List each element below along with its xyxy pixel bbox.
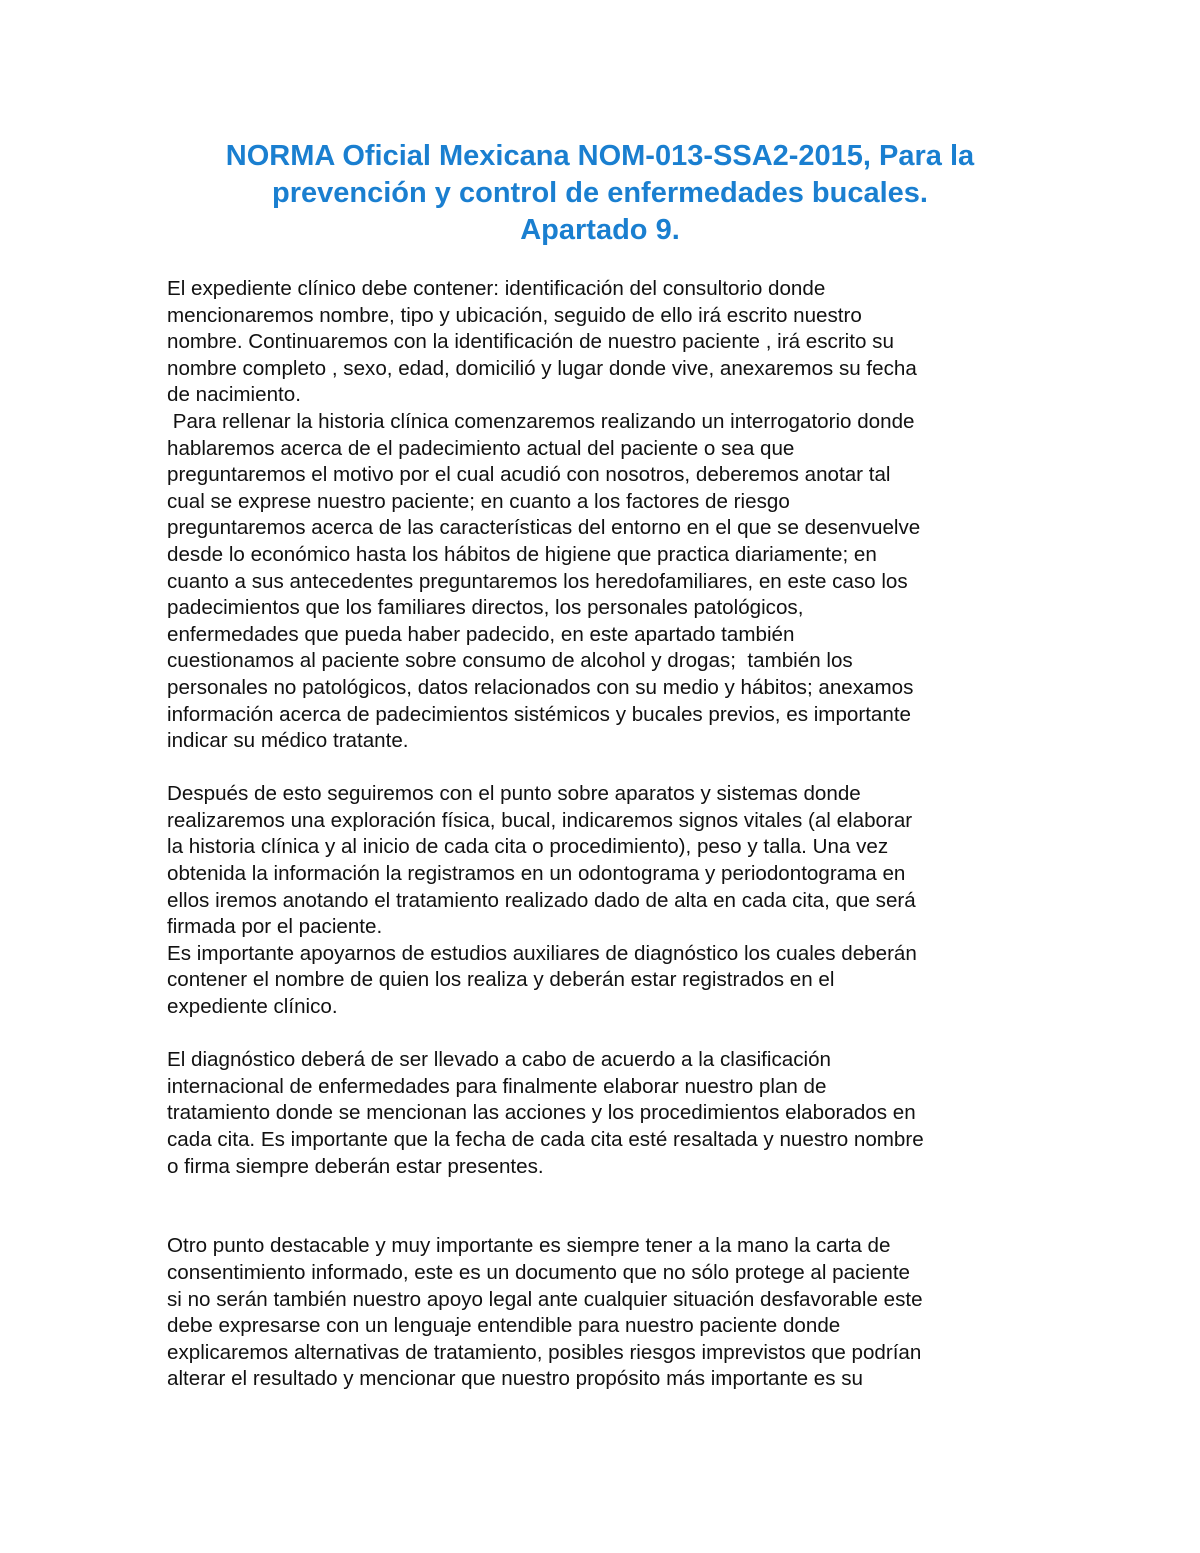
text-line: personales no patológicos, datos relacionados con su medio y hábitos; anexamos	[167, 675, 914, 699]
text-line: debe expresarse con un lenguaje entendible para nuestro paciente donde	[167, 1314, 841, 1338]
text-line: enfermedades que pueda haber padecido, en este apartado también	[167, 622, 795, 646]
blank-line	[167, 1180, 1037, 1233]
text-line: Otro punto destacable y muy importante es siempre tener a la mano la carta de	[167, 1234, 891, 1258]
text-line: Después de esto seguiremos con el punto sobre aparatos y sistemas donde	[167, 782, 861, 806]
text-line: nombre completo , sexo, edad, domicilió y lugar donde vive, anexaremos su fecha	[167, 356, 917, 380]
document-title	[150, 138, 1050, 249]
text-line: desde lo económico hasta los hábitos de higiene que practica diariamente; en	[167, 542, 877, 566]
paragraph-3	[167, 781, 1037, 941]
text-line: internacional de enfermedades para finalmente elaborar nuestro plan de	[167, 1074, 827, 1098]
text-line: si no serán también nuestro apoyo legal ante cualquier situación desfavorable este	[167, 1287, 923, 1311]
text-line: la historia clínica y al inicio de cada cita o procedimiento), peso y talla. Una vez	[167, 835, 889, 859]
text-line: realizaremos una exploración física, bucal, indicaremos signos vitales (al elaborar	[167, 808, 913, 832]
text-line: preguntaremos acerca de las características del entorno en el que se desenvuelve	[167, 516, 921, 540]
text-line: de nacimiento.	[167, 383, 301, 407]
paragraph-2	[167, 409, 1037, 755]
text-line: tratamiento donde se mencionan las acciones y los procedimientos elaborados en	[167, 1101, 916, 1125]
title-line: prevención y control de enfermedades bucales.	[272, 177, 928, 209]
text-line: expediente clínico.	[167, 995, 338, 1019]
title-line: NORMA Oficial Mexicana NOM-013-SSA2-2015, Para la	[225, 140, 975, 172]
text-line: Es importante apoyarnos de estudios auxiliares de diagnóstico los cuales deberán	[167, 941, 917, 965]
text-line: cuanto a sus antecedentes preguntaremos los heredofamiliares, en este caso los	[167, 569, 908, 593]
blank-line	[167, 755, 1037, 782]
text-line: preguntaremos el motivo por el cual acudió con nosotros, deberemos anotar tal	[167, 463, 891, 487]
blank-line	[167, 1021, 1037, 1048]
paragraph-6	[167, 1233, 1037, 1393]
text-line: El expediente clínico debe contener: identificación del consultorio donde	[167, 277, 826, 300]
paragraph-1	[167, 276, 1037, 409]
text-line: o firma siempre deberán estar presentes.	[167, 1154, 544, 1178]
text-line: cada cita. Es importante que la fecha de cada cita esté resaltada y nuestro nombre	[167, 1128, 924, 1151]
text-line: mencionaremos nombre, tipo y ubicación, seguido de ello irá escrito nuestro	[167, 303, 862, 327]
text-line: contener el nombre de quien los realiza y deberán estar registrados en el	[167, 968, 835, 992]
text-line: indicar su médico tratante.	[167, 729, 409, 753]
text-line: El diagnóstico deberá de ser llevado a cabo de acuerdo a la clasificación	[167, 1048, 831, 1072]
document-body	[167, 276, 1037, 1393]
text-line: hablaremos acerca de el padecimiento actual del paciente o sea que	[167, 436, 795, 460]
paragraph-5	[167, 1047, 1037, 1180]
title-line: Apartado 9.	[520, 214, 680, 246]
text-line: alterar el resultado y mencionar que nuestro propósito más importante es su	[167, 1367, 863, 1391]
text-line: ellos iremos anotando el tratamiento realizado dado de alta en cada cita, que será	[167, 888, 916, 912]
text-line: cual se exprese nuestro paciente; en cuanto a los factores de riesgo	[167, 489, 790, 513]
text-line: padecimientos que los familiares directos, los personales patológicos,	[167, 596, 804, 620]
text-line: Para rellenar la historia clínica comenzaremos realizando un interrogatorio donde	[167, 409, 915, 433]
text-line: información acerca de padecimientos sistémicos y bucales previos, es importante	[167, 702, 912, 726]
text-line: firmada por el paciente.	[167, 915, 383, 939]
text-line: explicaremos alternativas de tratamiento, posibles riesgos imprevistos que podrían	[167, 1340, 922, 1364]
text-line: nombre. Continuaremos con la identificación de nuestro paciente , irá escrito su	[167, 330, 894, 354]
paragraph-4	[167, 941, 1037, 1021]
text-line: cuestionamos al paciente sobre consumo de alcohol y drogas; también los	[167, 649, 853, 673]
text-line: obtenida la información la registramos en un odontograma y periodontograma en	[167, 862, 906, 886]
text-line: consentimiento informado, este es un documento que no sólo protege al paciente	[167, 1260, 911, 1284]
